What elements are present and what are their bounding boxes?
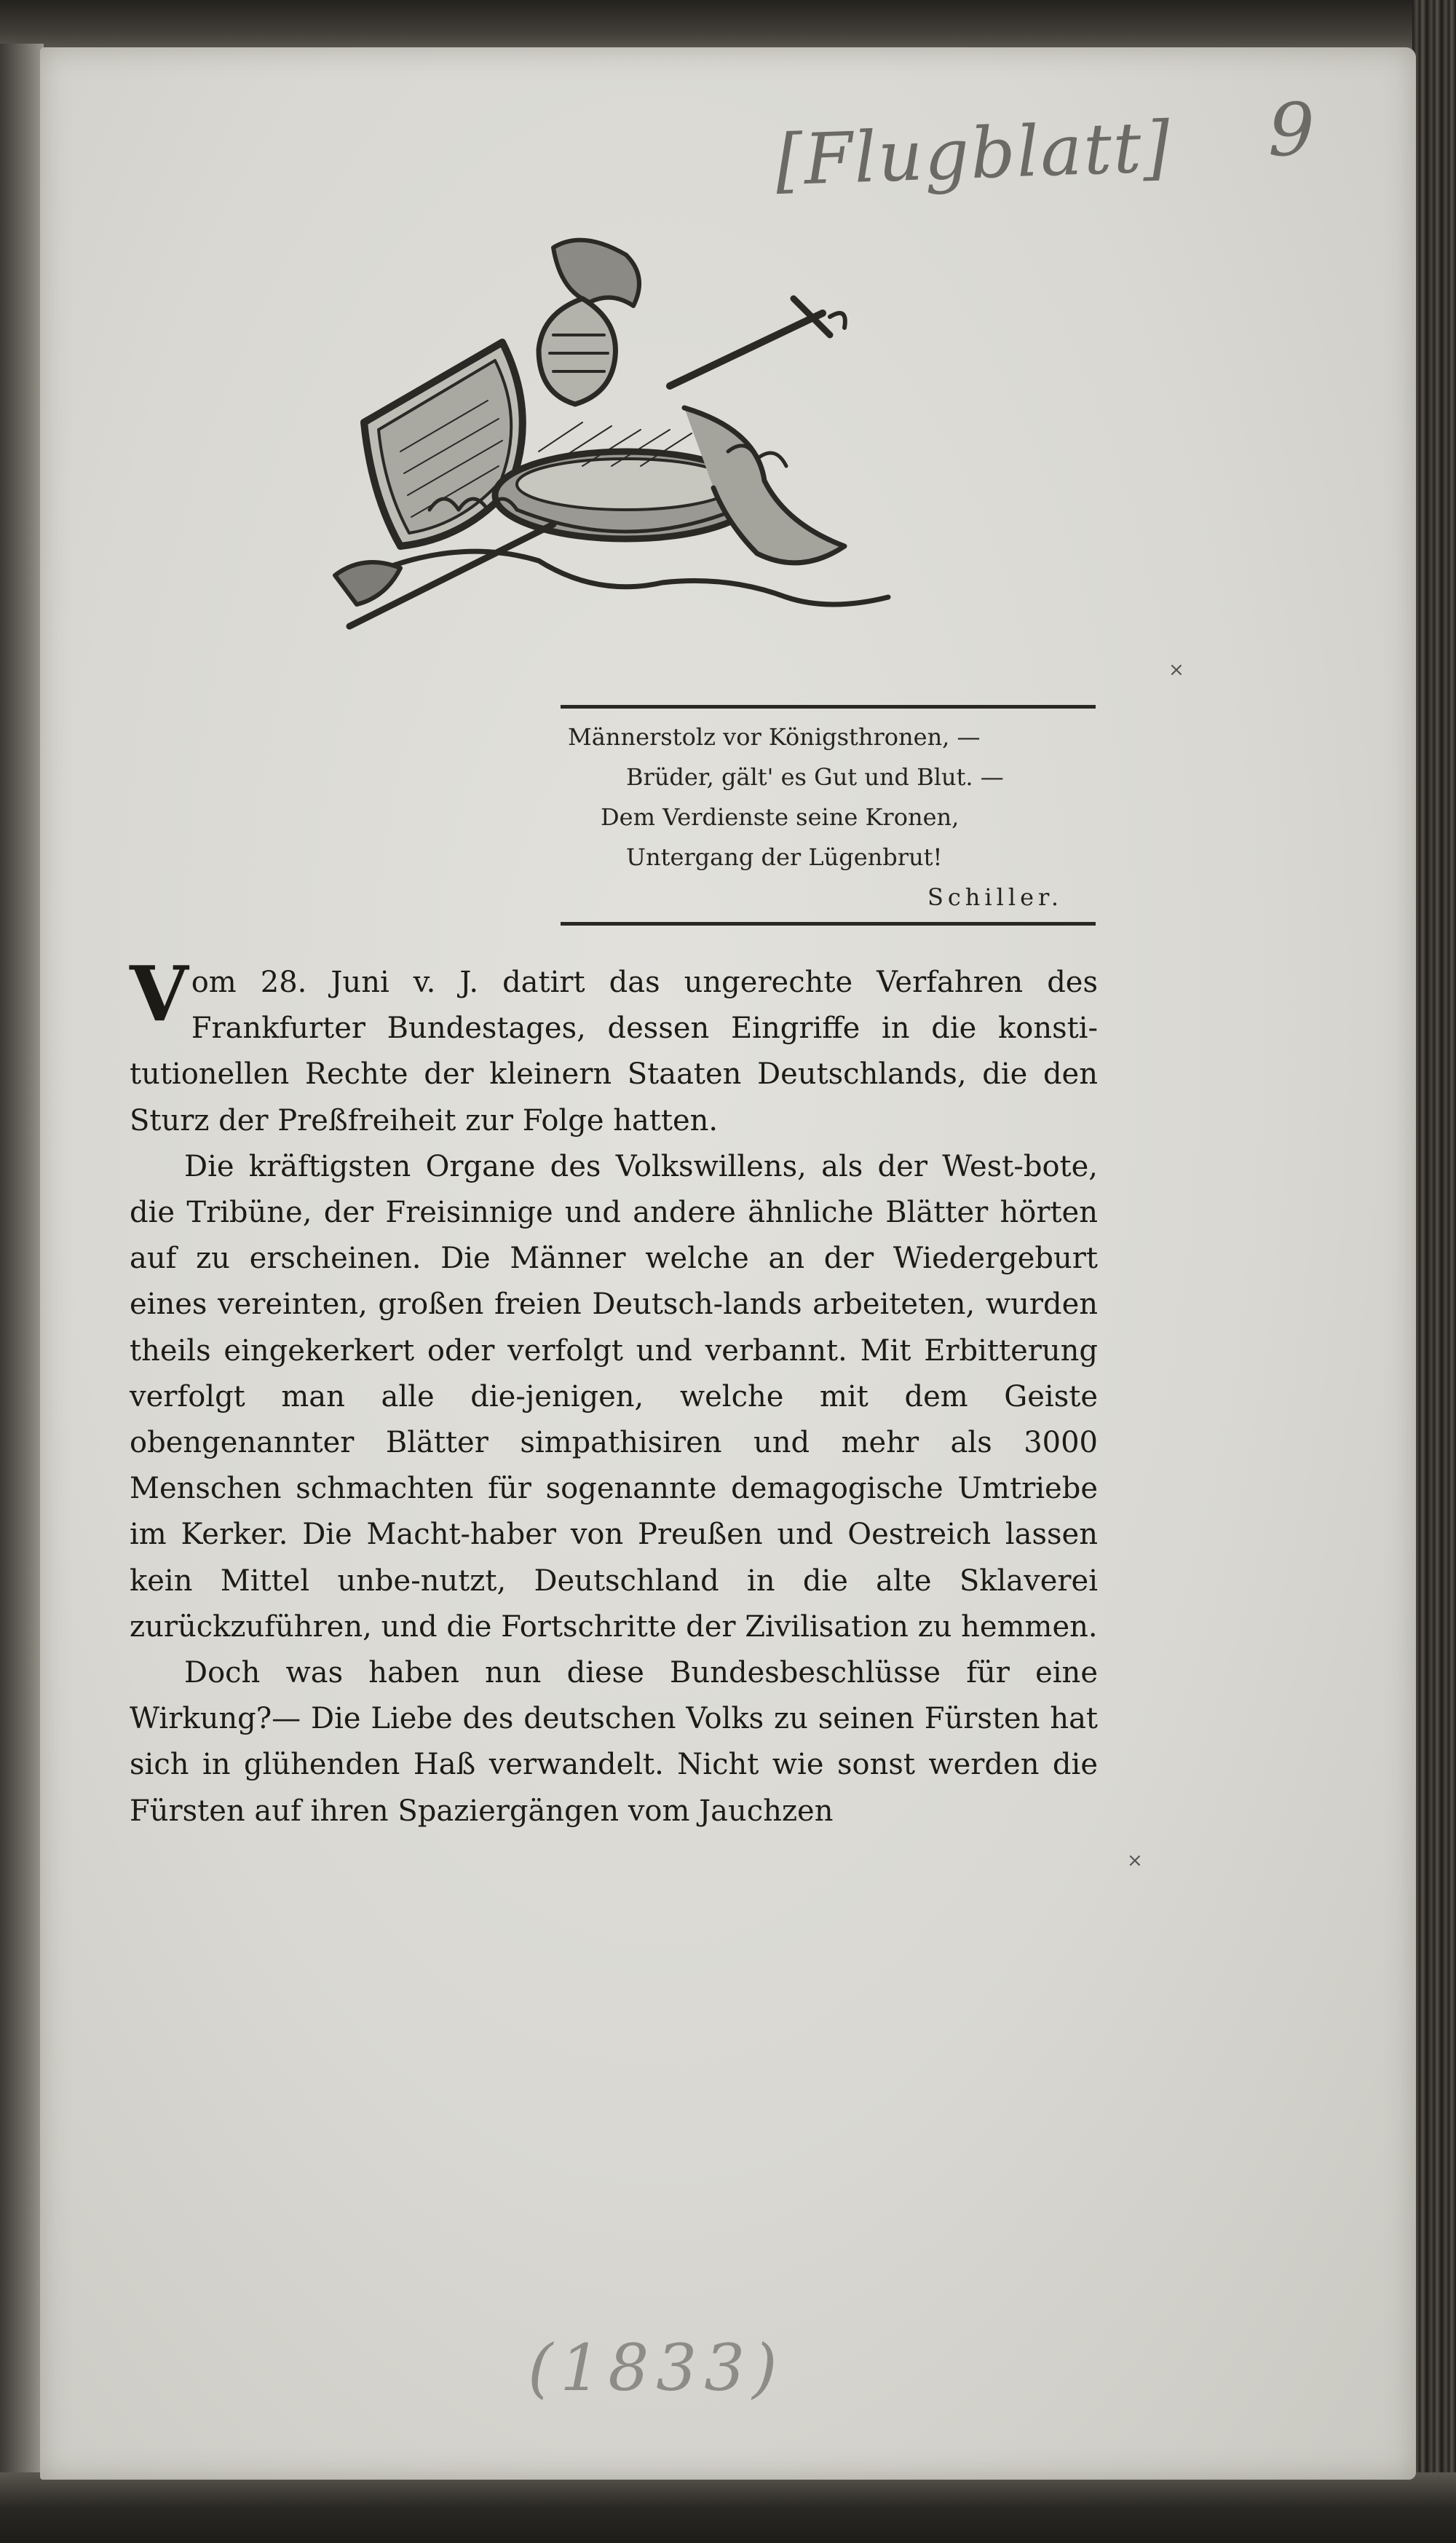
book-right-edge [1412,0,1456,2543]
motto-line: Dem Verdienste seine Kronen, [601,803,960,831]
motto-line: Brüder, gält' es Gut und Blut. — [626,763,1004,791]
book-top-edge [0,0,1456,51]
paragraph-text: om 28. Juni v. J. datirt das ungerechte Verfahren des Frankfurter Bundestages, dessen Eingriffe in die konsti-tutionellen Rechte der kleinern Staaten Deutschlands, die den Sturz der Preßfreiheit zur Folge hatten. [130,966,1098,1138]
body-paragraph: Doch was haben nun diese Bundesbeschlüsse für eine Wirkung?— Die Liebe des deutschen Volks zu seinen Fürsten hat sich in glühenden Haß verwandelt. Nicht wie sonst werden die Fürsten auf ihren Spaziergängen vom Jauchzen [130,1656,1098,1828]
initial-letter: V [130,949,189,1038]
schiller-motto [568,717,1092,918]
motto-author: Schiller. [927,883,1063,911]
book-left-edge [0,44,44,2476]
motto-rule-top [561,705,1096,709]
motto-line: Männerstolz vor Königsthronen, — [568,723,981,751]
book-bottom-edge [0,2472,1456,2543]
pencil-annotation-year: (1833) [528,2330,785,2405]
motto-line: Untergang der Lügenbrut! [626,843,943,871]
pencil-annotation-flugblatt: [Flugblatt] [774,106,1173,202]
pamphlet-body-text [130,949,1098,1834]
pencil-page-number: 9 [1268,87,1315,173]
margin-cross-mark: × [1127,1850,1143,1872]
margin-cross-mark: × [1168,659,1184,681]
heraldic-vignette-illustration [320,233,917,641]
body-paragraph: Die kräftigsten Organe des Volkswillens, als der West-bote, die Tribüne, der Freisinnige und andere ähnliche Blätter hörten auf zu erscheinen. Die Männer welche an der Wiedergeburt eines vereinten, großen freien Deutsch-lands arbeiteten, wurden theils eingekerkert oder verfolgt und verbannt. Mit Erbitterung verfolgt man alle die-jenigen, welche mit dem Geiste obengenannter Blätter simpathisiren und mehr als 3000 Menschen schmachten für sogenannte demagogische Umtriebe im Kerker. Die Macht-haber von Preußen und Oestreich lassen kein Mittel unbe-nutzt, Deutschland in die alte Sklaverei zurückzuführen, und die Fortschritte der Zivilisation zu hemmen. [130,1149,1098,1644]
body-paragraph [130,949,1098,1144]
motto-rule-bottom [561,922,1096,926]
